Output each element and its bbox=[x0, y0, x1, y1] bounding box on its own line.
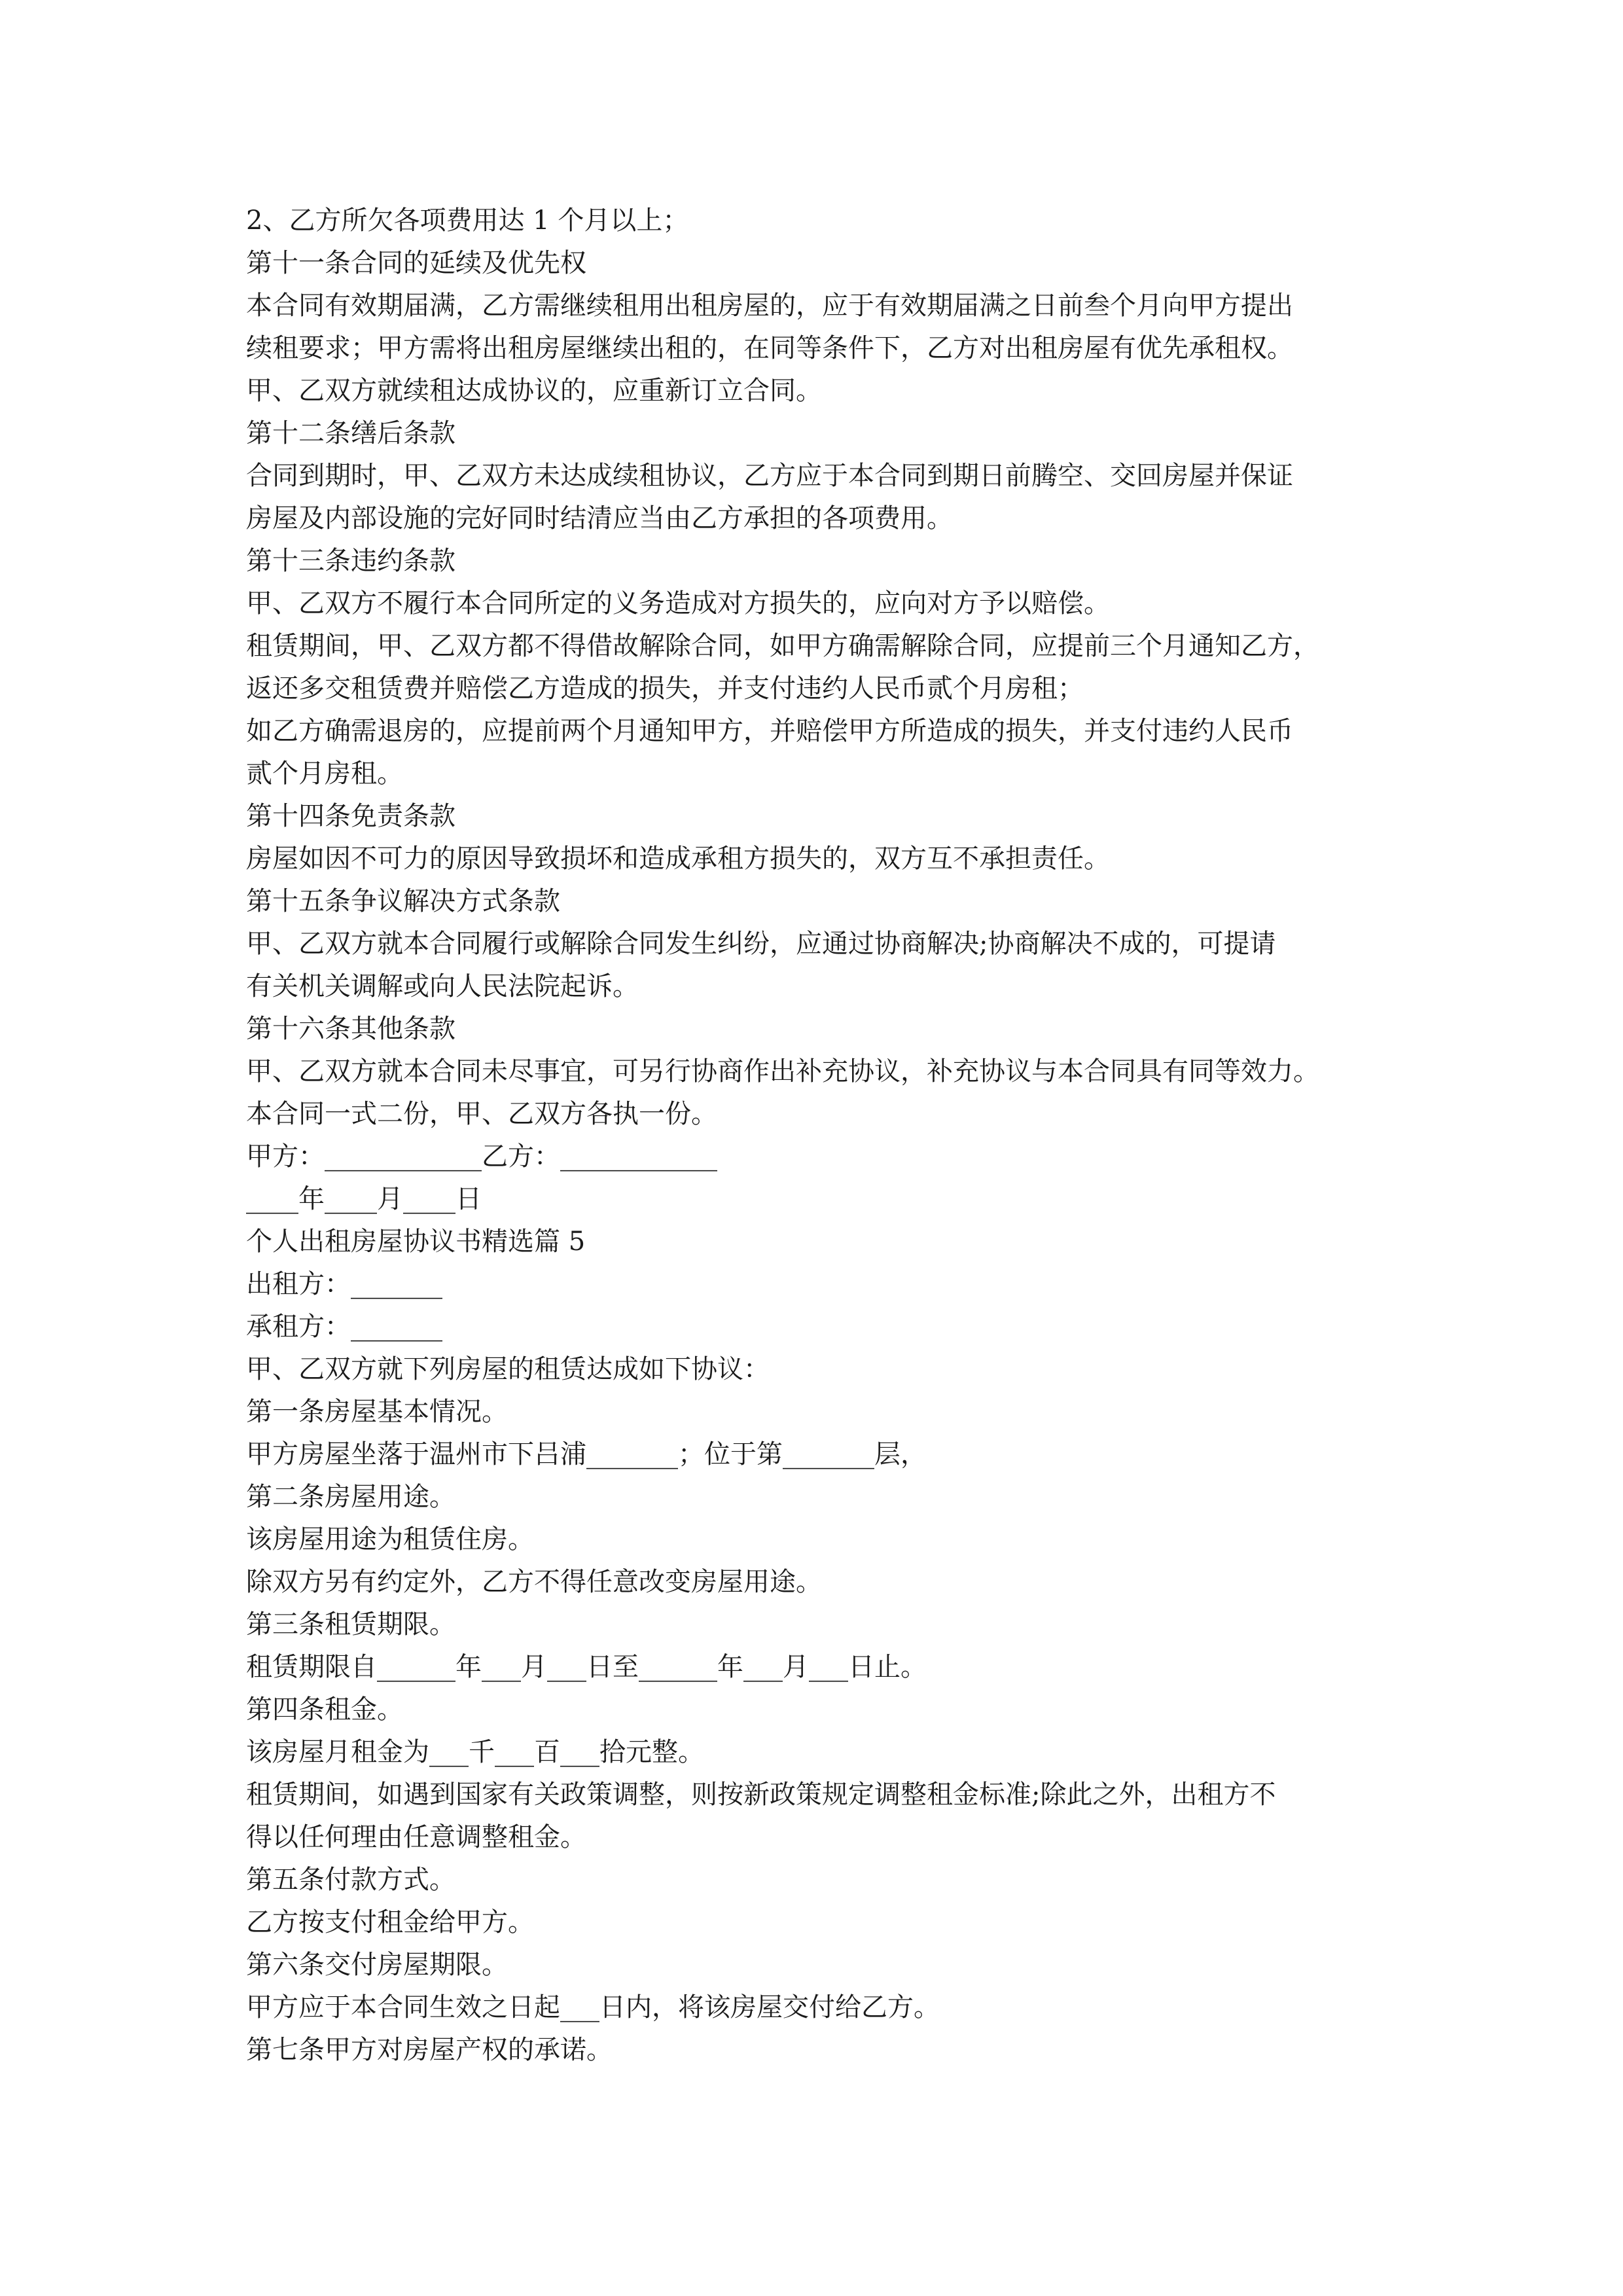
text-line: 续租要求；甲方需将出租房屋继续出租的，在同等条件下，乙方对出租房屋有优先承租权。 bbox=[246, 333, 1293, 363]
text-line: 乙方按支付租金给甲方。 bbox=[246, 1907, 534, 1937]
section-heading: 第十五条争议解决方式条款 bbox=[246, 886, 560, 916]
text-line: 如乙方确需退房的，应提前两个月通知甲方，并赔偿甲方所造成的损失，并支付违约人民币 bbox=[246, 716, 1293, 746]
text-line: 除双方另有约定外，乙方不得任意改变房屋用途。 bbox=[246, 1567, 822, 1597]
text-line: 得以任何理由任意调整租金。 bbox=[246, 1822, 586, 1852]
signature-line: 甲方：____________乙方：____________ bbox=[246, 1141, 717, 1172]
text-line: 甲、乙双方就本合同履行或解除合同发生纠纷，应通过协商解决;协商解决不成的，可提请 bbox=[246, 929, 1276, 959]
section-heading: 第十四条免责条款 bbox=[246, 801, 455, 831]
section-heading: 第十六条其他条款 bbox=[246, 1014, 455, 1044]
text-line: 甲、乙双方就续租达成协议的，应重新订立合同。 bbox=[246, 376, 822, 406]
section-heading: 第十一条合同的延续及优先权 bbox=[246, 248, 586, 278]
document-title: 个人出租房屋协议书精选篇 5 bbox=[246, 1227, 586, 1257]
section-heading: 第一条房屋基本情况。 bbox=[246, 1397, 508, 1427]
section-heading: 第二条房屋用途。 bbox=[246, 1482, 455, 1512]
text-line: 租赁期间，甲、乙双方都不得借故解除合同，如甲方确需解除合同，应提前三个月通知乙方， bbox=[246, 631, 1319, 661]
text-line: 房屋如因不可力的原因导致损坏和造成承租方损失的，双方互不承担责任。 bbox=[246, 844, 1110, 874]
text-line: 甲方应于本合同生效之日起___日内，将该房屋交付给乙方。 bbox=[246, 1992, 940, 2022]
section-heading: 第六条交付房屋期限。 bbox=[246, 1950, 508, 1980]
text-line: 甲、乙双方不履行本合同所定的义务造成对方损失的，应向对方予以赔偿。 bbox=[246, 588, 1110, 619]
section-heading: 第十三条违约条款 bbox=[246, 546, 455, 576]
text-line: 2、乙方所欠各项费用达 1 个月以上； bbox=[246, 206, 689, 236]
lessee-line: 承租方：_______ bbox=[246, 1312, 442, 1342]
text-line: 本合同一式二份，甲、乙双方各执一份。 bbox=[246, 1099, 717, 1129]
lessor-line: 出租方：_______ bbox=[246, 1269, 442, 1299]
section-heading: 第五条付款方式。 bbox=[246, 1865, 455, 1895]
text-line: 贰个月房租。 bbox=[246, 759, 403, 789]
text-line: 本合同有效期届满，乙方需继续租用出租房屋的，应于有效期届满之日前叁个月向甲方提出 bbox=[246, 291, 1293, 321]
text-line: 房屋及内部设施的完好同时结清应当由乙方承担的各项费用。 bbox=[246, 503, 953, 533]
section-heading: 第十二条缮后条款 bbox=[246, 418, 455, 448]
section-heading: 第三条租赁期限。 bbox=[246, 1609, 455, 1640]
document-body bbox=[246, 200, 1391, 2072]
text-line: 甲方房屋坐落于温州市下吕浦_______；位于第_______层， bbox=[246, 1439, 927, 1469]
section-heading: 第四条租金。 bbox=[246, 1695, 403, 1725]
section-heading: 第七条甲方对房屋产权的承诺。 bbox=[246, 2035, 613, 2065]
text-line: 该房屋月租金为___千___百___拾元整。 bbox=[246, 1737, 704, 1767]
text-line: 该房屋用途为租赁住房。 bbox=[246, 1524, 534, 1554]
date-line: ____年____月____日 bbox=[246, 1184, 482, 1214]
text-line: 甲、乙双方就下列房屋的租赁达成如下协议： bbox=[246, 1354, 770, 1384]
text-line: 租赁期间，如遇到国家有关政策调整，则按新政策规定调整租金标准;除此之外，出租方不 bbox=[246, 1780, 1276, 1810]
text-line: 甲、乙双方就本合同未尽事宜，可另行协商作出补充协议，补充协议与本合同具有同等效力。 bbox=[246, 1056, 1319, 1086]
text-line: 返还多交租赁费并赔偿乙方造成的损失，并支付违约人民币贰个月房租； bbox=[246, 673, 1084, 704]
text-line: 有关机关调解或向人民法院起诉。 bbox=[246, 971, 639, 1001]
text-line: 合同到期时，甲、乙双方未达成续租协议，乙方应于本合同到期日前腾空、交回房屋并保证 bbox=[246, 461, 1293, 491]
text-line: 租赁期限自______年___月___日至______年___月___日止。 bbox=[246, 1652, 927, 1682]
